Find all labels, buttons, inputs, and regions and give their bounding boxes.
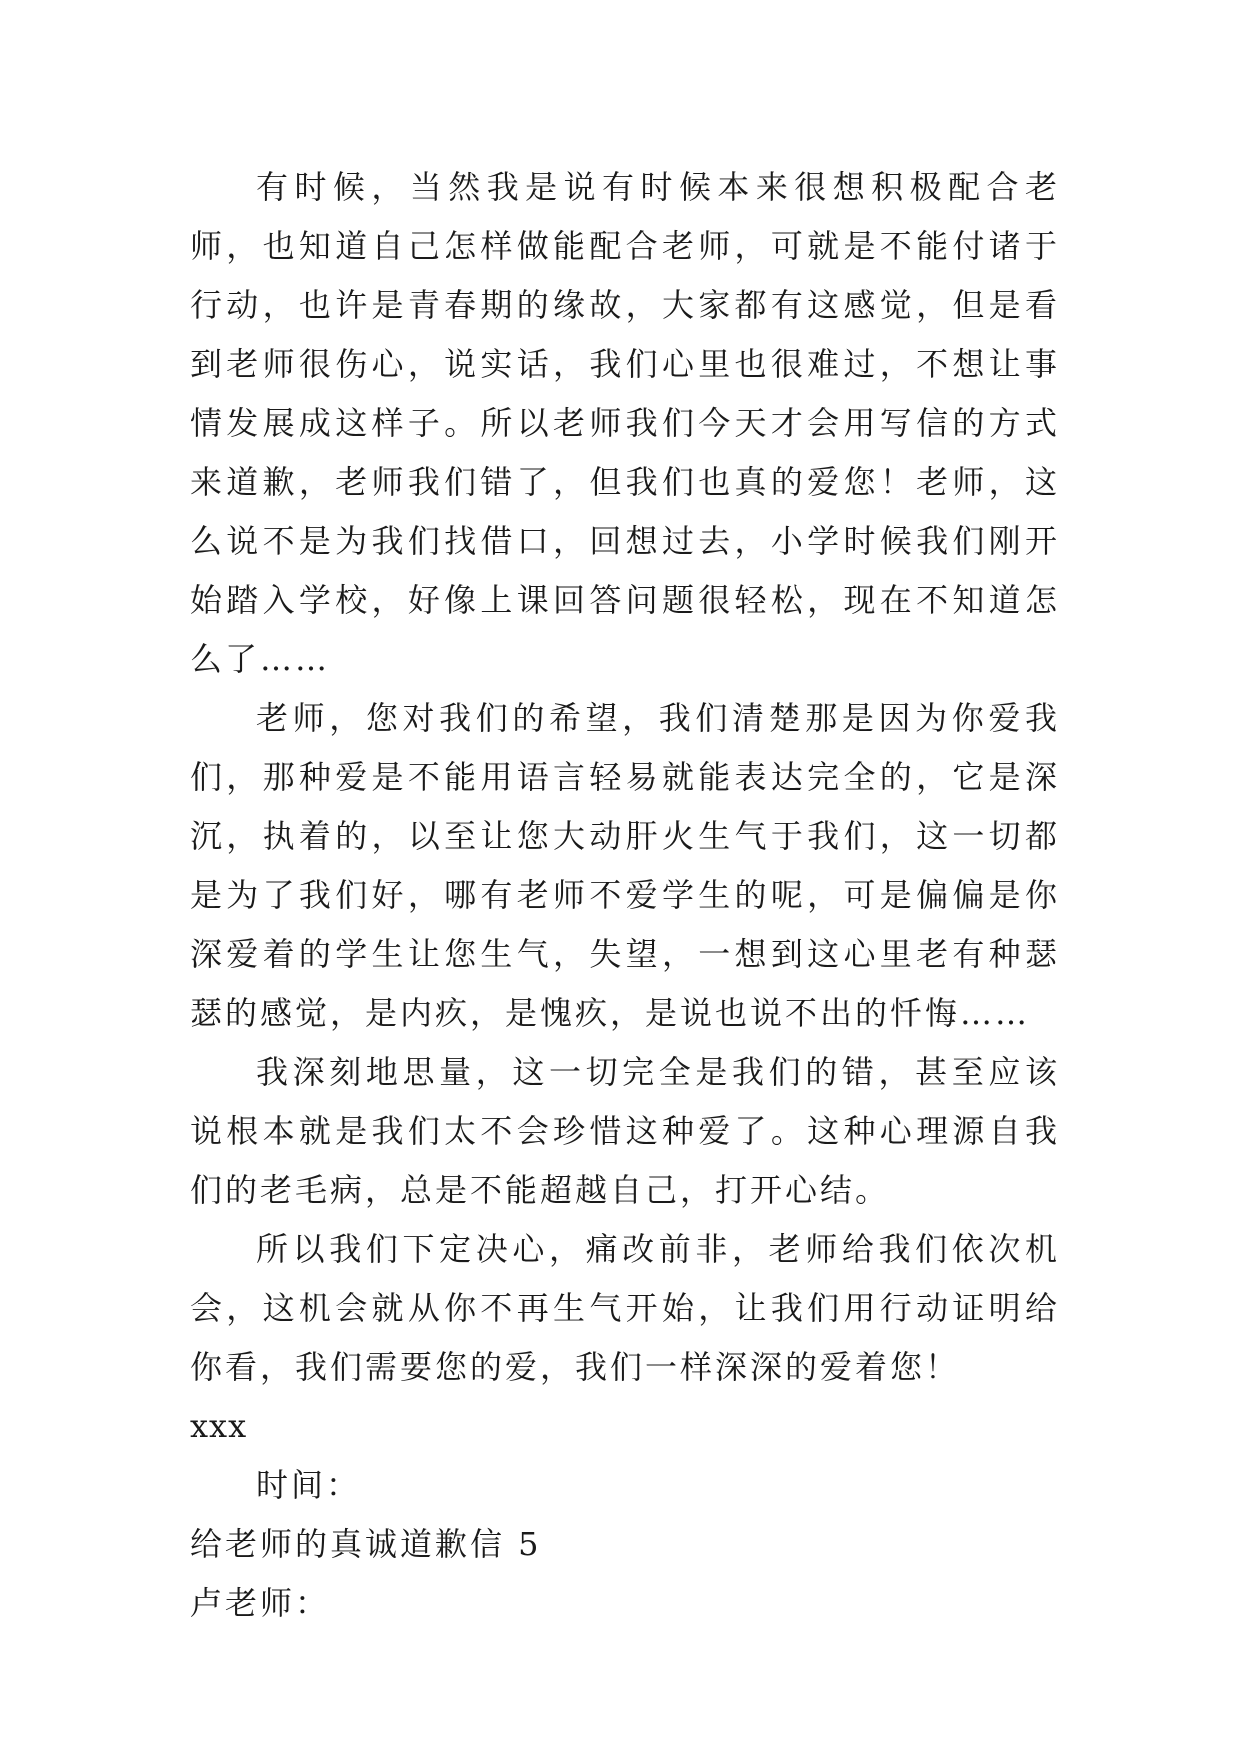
next-letter-title: 给老师的真诚道歉信 5 xyxy=(190,1525,542,1563)
time-label: 时间： xyxy=(256,1466,362,1504)
signature: xxx xyxy=(190,1407,248,1445)
next-letter-salutation: 卢老师： xyxy=(190,1584,331,1622)
paragraph-4: 所以我们下定决心，痛改前非，老师给我们依次机会，这机会就从你不再生气开始，让我们用行动证明给你看，我们需要您的爱，我们一样深深的爱着您！ xyxy=(190,1230,1060,1386)
document-body xyxy=(190,158,1060,1633)
paragraph-2: 老师，您对我们的希望，我们清楚那是因为你爱我们，那种爱是不能用语言轻易就能表达完全的，它是深沉，执着的，以至让您大动肝火生气于我们，这一切都是为了我们好，哪有老师不爱学生的呢，可是偏偏是你深爱着的学生让您生气，失望，一想到这心里老有种瑟瑟的感觉，是内疚，是愧疚，是说也说不出的忏悔…… xyxy=(190,699,1060,1032)
paragraph-1: 有时候，当然我是说有时候本来很想积极配合老师，也知道自己怎样做能配合老师，可就是不能付诸于行动，也许是青春期的缘故，大家都有这感觉，但是看到老师很伤心，说实话，我们心里也很难过，不想让事情发展成这样子。所以老师我们今天才会用写信的方式来道歉，老师我们错了，但我们也真的爱您！老师，这么说不是为我们找借口，回想过去，小学时候我们刚开始踏入学校，好像上课回答问题很轻松，现在不知道怎么了…… xyxy=(190,168,1060,678)
paragraph-3: 我深刻地思量，这一切完全是我们的错，甚至应该说根本就是我们太不会珍惜这种爱了。这种心理源自我们的老毛病，总是不能超越自己，打开心结。 xyxy=(190,1053,1060,1209)
